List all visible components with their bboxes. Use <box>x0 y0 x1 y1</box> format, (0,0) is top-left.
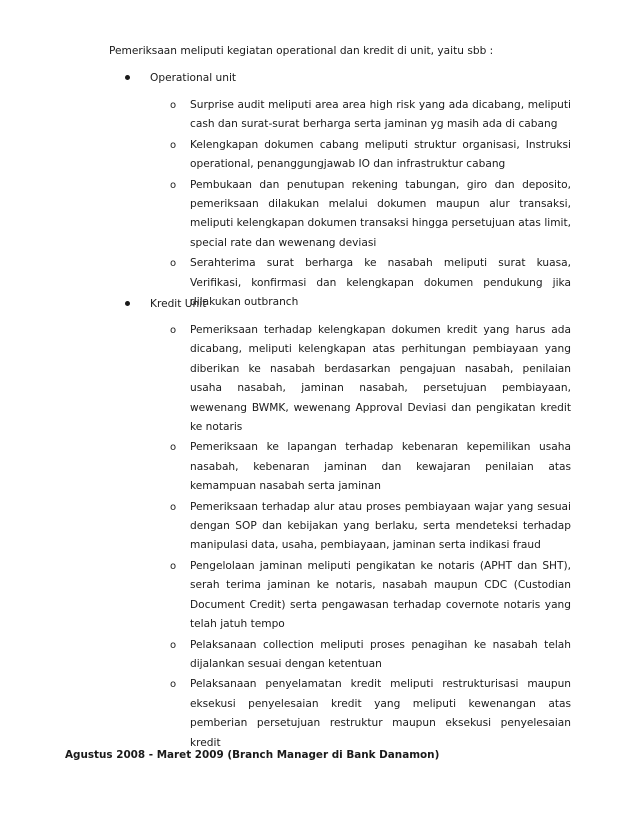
list-item <box>0 176 638 254</box>
circle-bullet-icon: o <box>170 179 177 191</box>
section-kredit-unit <box>0 297 638 753</box>
bullet-icon <box>125 301 130 306</box>
bullet-kredit-unit <box>0 297 638 315</box>
list-item-text: Pemeriksaan ke lapangan terhadap kebenaran kepemilikan usaha nasabah, kebenaran jaminan dan kewajaran penilaian atas kemampuan nasabah serta jaminan <box>190 441 571 493</box>
list-item-text: Pemeriksaan terhadap kelengkapan dokumen kredit yang harus ada dicabang, meliputi kelengkapan atas perhitungan pembiayaan yang diberikan ke nasabah berdasarkan pengajuan nasabah, penilaian usaha nasabah, jaminan nasabah, persetujuan pembiayaan, wewenang BWMK, wewenang Approval Deviasi dan pengikatan kredit ke notaris <box>190 324 571 434</box>
list-item-text: Pengelolaan jaminan meliputi pengikatan ke notaris (APHT dan SHT), serah terima jaminan ke notaris, nasabah maupun CDC (Custodian Document Credit) serta pengawasan terhadap covernote notaris yang telah jatuh tempo <box>190 559 571 631</box>
circle-bullet-icon: o <box>170 258 177 270</box>
section-operational-unit <box>0 71 638 312</box>
list-item <box>0 675 638 753</box>
circle-bullet-icon: o <box>170 560 177 572</box>
section-label: Kredit Unit <box>150 298 207 310</box>
intro-paragraph: Pemeriksaan meliputi kegiatan operational dan kredit di unit, yaitu sbb : <box>109 45 494 57</box>
list-item-text: Kelengkapan dokumen cabang meliputi struktur organisasi, Instruksi operational, penanggungjawab IO dan infrastruktur cabang <box>190 138 571 171</box>
list-item <box>0 557 638 635</box>
circle-bullet-icon: o <box>170 100 177 111</box>
circle-bullet-icon: o <box>170 679 177 691</box>
list-item <box>0 636 638 675</box>
list-item-text: Pelaksanaan penyelamatan kredit meliputi restrukturisasi maupun eksekusi penyelesaian kredit yang meliputi kewenangan atas pemberian persetujuan restruktur maupun eksekusi penyelesaian kredit <box>190 678 571 749</box>
circle-bullet-icon: o <box>170 501 177 513</box>
list-item <box>0 498 638 556</box>
bullet-operational-unit <box>0 71 638 89</box>
list-item-text: Surprise audit meliputi area area high risk yang ada dicabang, meliputi cash dan surat-surat berharga serta jaminan yg masih ada di cabang <box>190 99 571 131</box>
circle-bullet-icon: o <box>170 139 177 151</box>
circle-bullet-icon: o <box>170 325 177 336</box>
list-item <box>0 321 638 437</box>
list-item-text: Pemeriksaan terhadap alur atau proses pembiayaan wajar yang sesuai dengan SOP dan kebijakan yang berlaku, serta mendeteksi terhadap manipulasi data, usaha, pembiayaan, jaminan serta indikasi fraud <box>190 500 571 552</box>
circle-bullet-icon: o <box>170 639 177 651</box>
section-label: Operational unit <box>150 72 237 84</box>
list-item-text: Serahterima surat berharga ke nasabah meliputi surat kuasa, Verifikasi, konfirmasi dan kelengkapan dokumen pendukung jika dilakukan outbranch <box>190 257 571 309</box>
list-item-text: Pelaksanaan collection meliputi proses penagihan ke nasabah telah dijalankan sesuai dengan ketentuan <box>190 638 571 670</box>
footer-heading: Agustus 2008 - Maret 2009 (Branch Manager di Bank Danamon) <box>65 749 440 761</box>
list-item <box>0 438 638 496</box>
list-item <box>0 96 638 135</box>
bullet-icon <box>125 75 130 80</box>
list-item <box>0 136 638 175</box>
list-item-text: Pembukaan dan penutupan rekening tabungan, giro dan deposito, pemeriksaan dilakukan melalui dokumen maupun alur transaksi, meliputi kelengkapan dokumen transaksi hingga persetujuan atas limit, special rate dan wewenang deviasi <box>190 178 571 249</box>
circle-bullet-icon: o <box>170 442 177 454</box>
